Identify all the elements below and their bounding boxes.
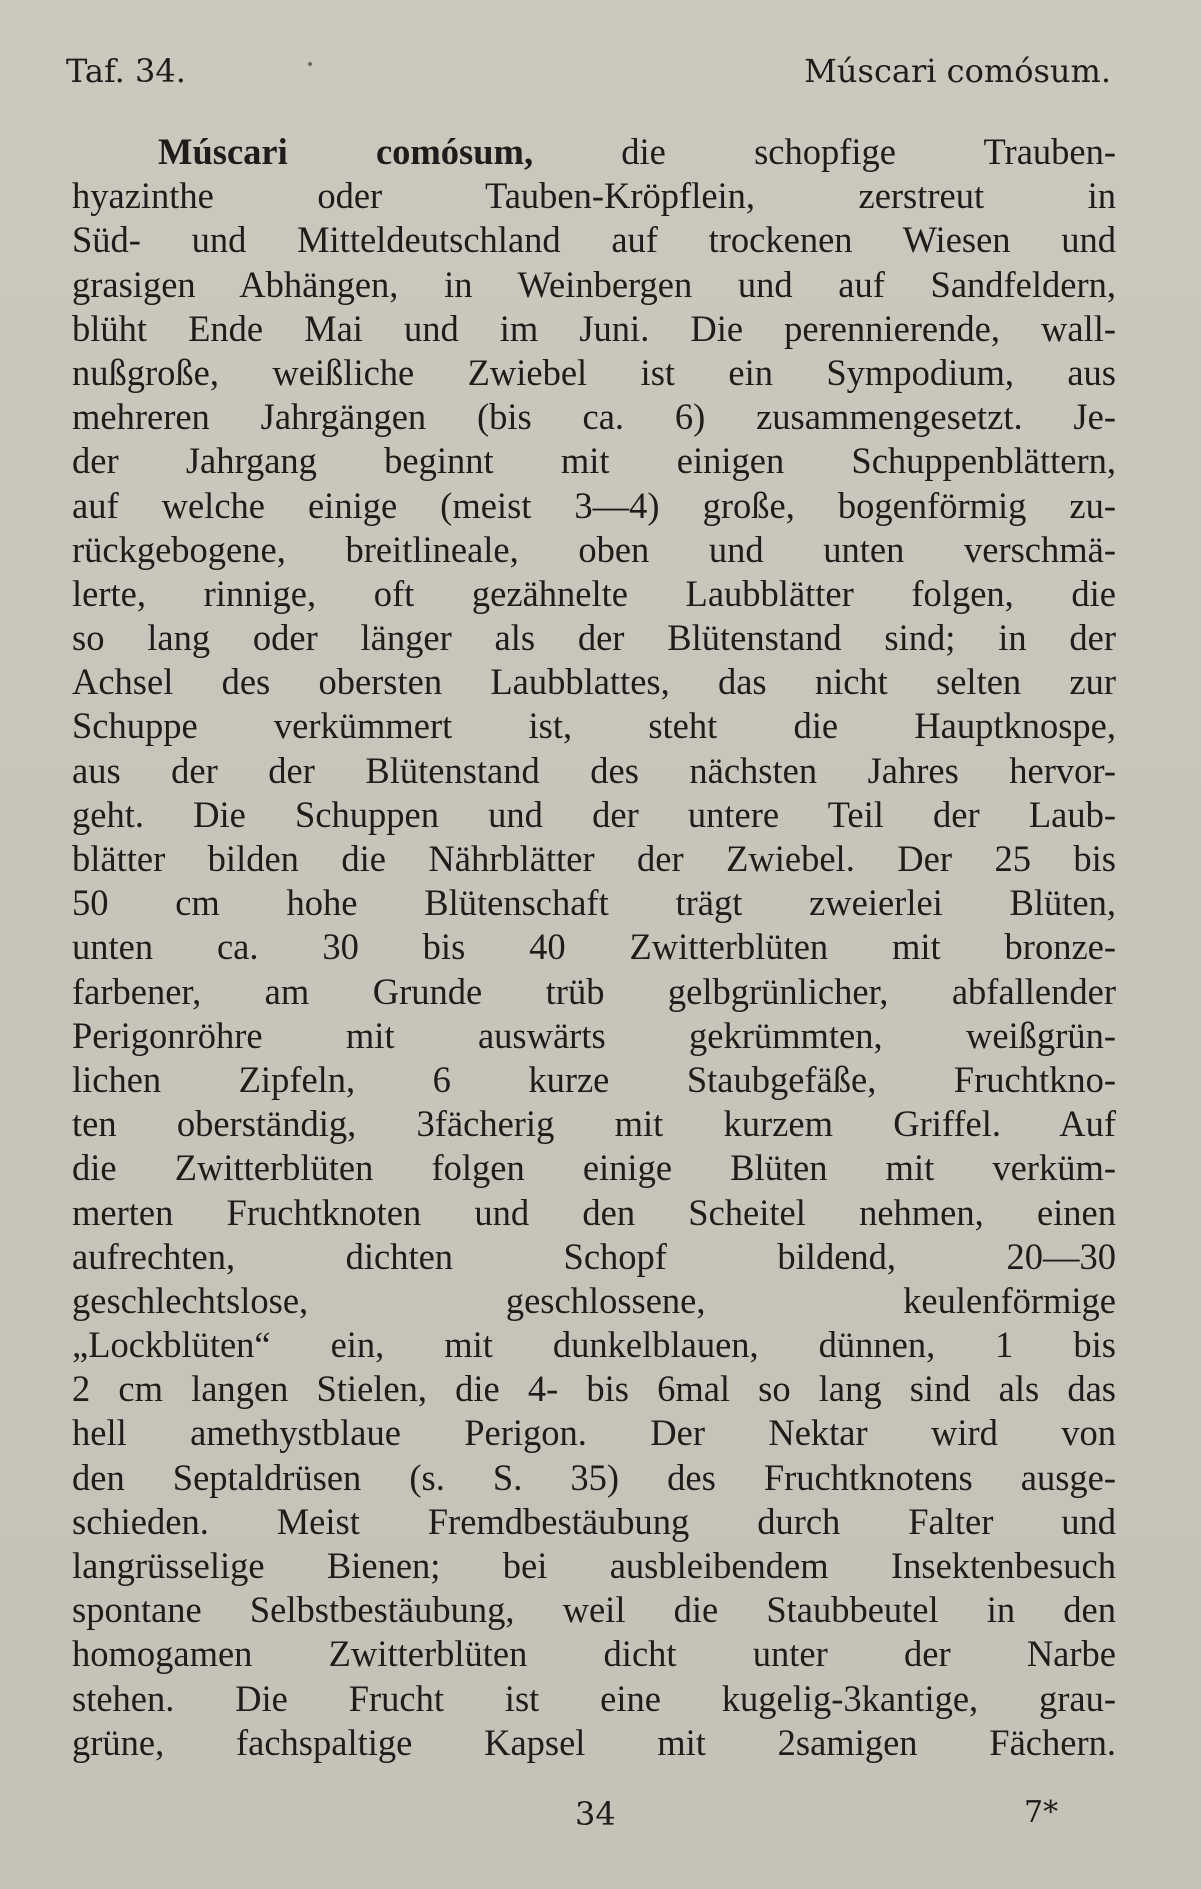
text-line: geschlechtslose, geschlossene, keulenförmige <box>72 1279 1116 1321</box>
text-line: langrüsselige Bienen; bei ausbleibendem Insektenbesuch <box>72 1545 1116 1586</box>
plate-label: Taf. 34. <box>66 52 186 90</box>
text-line: 2 cm langen Stielen, die 4- bis 6mal so lang sind als das <box>72 1368 1116 1410</box>
text-line: blätter bilden die Nährblätter der Zwiebel. Der 25 bis <box>72 838 1116 879</box>
text-line: Achsel des obersten Laubblattes, das nicht selten zur <box>72 661 1116 703</box>
text-line: auf welche einige (meist 3—4) große, bogenförmig zu- <box>72 484 1116 526</box>
text-line: grüne, fachspaltige Kapsel mit 2samigen Fächern. <box>72 1721 1116 1763</box>
text-line: merten Fruchtknoten und den Scheitel nehmen, einen <box>72 1191 1116 1233</box>
text-line: „Lockblüten“ ein, mit dunkelblauen, dünnen, 1 bis <box>72 1324 1116 1366</box>
text-line: lichen Zipfeln, 6 kurze Staubgefäße, Fruchtkno- <box>72 1058 1116 1100</box>
text-line: Múscari comósum, die schopfige Trauben- <box>158 131 1116 172</box>
text-line: Perigonröhre mit auswärts gekrümmten, weißgrün- <box>72 1014 1116 1056</box>
text-line: unten ca. 30 bis 40 Zwitterblüten mit bronze- <box>72 926 1116 968</box>
text-line: Süd- und Mitteldeutschland auf trockenen Wiesen und <box>72 219 1116 261</box>
text-line: homogamen Zwitterblüten dicht unter der Narbe <box>72 1633 1116 1675</box>
text-line: so lang oder länger als der Blütenstand sind; in der <box>72 617 1116 659</box>
text-line: stehen. Die Frucht ist eine kugelig-3kantige, grau- <box>72 1677 1116 1719</box>
text-line: die Zwitterblüten folgen einige Blüten mit verküm- <box>72 1147 1116 1189</box>
text-line: grasigen Abhängen, in Weinbergen und auf Sandfeldern, <box>72 263 1116 305</box>
text-line: der Jahrgang beginnt mit einigen Schuppenblättern, <box>72 440 1116 482</box>
text-line: Schuppe verkümmert ist, steht die Hauptknospe, <box>72 705 1116 747</box>
printer-signature: 7* <box>1024 1795 1059 1830</box>
text-line: lerte, rinnige, oft gezähnelte Laubblätter folgen, die <box>72 572 1116 614</box>
text-line: schieden. Meist Fremdbestäubung durch Falter und <box>72 1500 1116 1542</box>
text-line: hyazinthe oder Tauben-Kröpflein, zerstreut in <box>72 175 1116 217</box>
species-name: Múscari comósum, <box>158 131 534 172</box>
text-line: farbener, am Grunde trüb gelbgrünlicher, abfallender <box>72 970 1116 1012</box>
text-line: hell amethystblaue Perigon. Der Nektar wird von <box>72 1412 1116 1454</box>
text-line: aufrechten, dichten Schopf bildend, 20—30 <box>72 1235 1116 1277</box>
text-line: spontane Selbstbestäubung, weil die Staubbeutel in den <box>72 1589 1116 1631</box>
running-title: Múscari comósum. <box>804 52 1111 90</box>
description-paragraph <box>72 130 1116 1765</box>
text-line: aus der der Blütenstand des nächsten Jahres hervor- <box>72 749 1116 791</box>
text-line: den Septaldrüsen (s. S. 35) des Fruchtknotens ausge- <box>72 1456 1116 1498</box>
text-line: rückgebogene, breitlineale, oben und unten verschmä- <box>72 528 1116 570</box>
text-line: blüht Ende Mai und im Juni. Die perennierende, wall- <box>72 307 1116 349</box>
print-speck <box>308 62 312 66</box>
page-number: 34 <box>575 1795 616 1833</box>
text-line: ten oberständig, 3fächerig mit kurzem Griffel. Auf <box>72 1103 1116 1145</box>
text-line: mehreren Jahrgängen (bis ca. 6) zusammengesetzt. Je- <box>72 396 1116 438</box>
text-line: 50 cm hohe Blütenschaft trägt zweierlei Blüten, <box>72 882 1116 924</box>
text-line: nußgroße, weißliche Zwiebel ist ein Sympodium, aus <box>72 351 1116 393</box>
text-line: geht. Die Schuppen und der untere Teil der Laub- <box>72 793 1116 835</box>
